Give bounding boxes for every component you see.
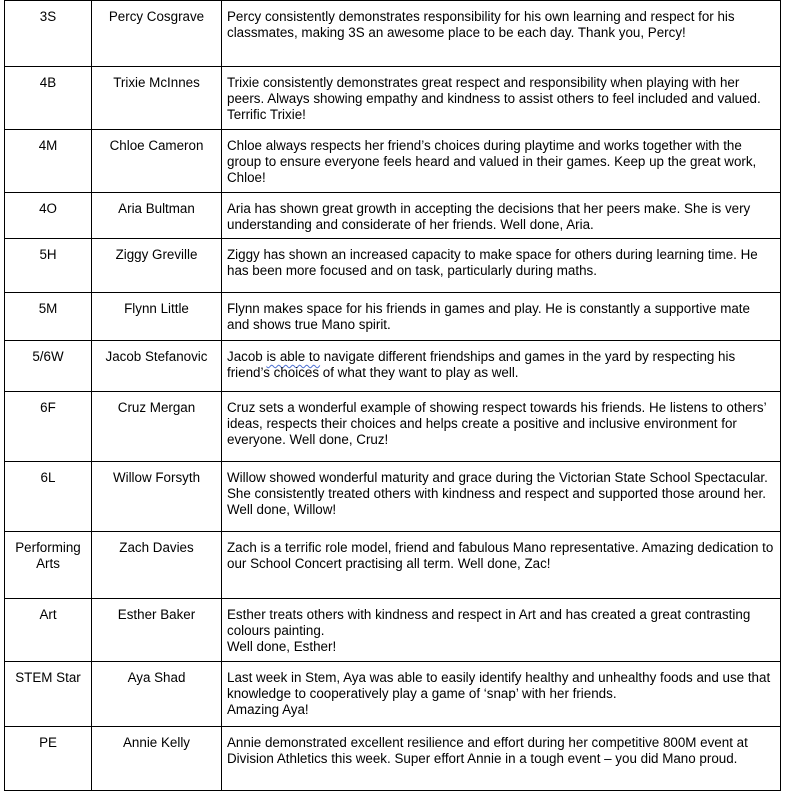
grammar-check-underline[interactable]: is able to (266, 349, 321, 364)
class-cell: 5H (5, 239, 92, 293)
citation-cell: Aria has shown great growth in accepting the decisions that her peers make. She is very understanding and considerate of her friends. Well done, Aria. (222, 193, 781, 239)
citation-cell: Last week in Stem, Aya was able to easily identify healthy and unhealthy foods and use that knowledge to cooperatively play a game of ‘snap’ with her friends. Amazing Aya! (222, 662, 781, 727)
class-cell: Art (5, 599, 92, 662)
student-name-cell: Esther Baker (92, 599, 222, 662)
citation-cell: Willow showed wonderful maturity and grace during the Victorian State School Spectacular. She consistently treated others with kindness and respect and supported those around her. Well done, Willow! (222, 462, 781, 532)
table-row (5, 392, 781, 462)
citation-cell: Annie demonstrated excellent resilience and effort during her competitive 800M event at Division Athletics this week. Super effort Annie in a tough event – you did Mano proud. (222, 727, 781, 791)
class-cell: 5M (5, 293, 92, 341)
student-name-cell: Willow Forsyth (92, 462, 222, 532)
student-name-cell: Aria Bultman (92, 193, 222, 239)
citation-cell: Percy consistently demonstrates responsibility for his own learning and respect for his classmates, making 3S an awesome place to be each day. Thank you, Percy! (222, 1, 781, 67)
class-cell: 4O (5, 193, 92, 239)
citation-cell: Flynn makes space for his friends in games and play. He is constantly a supportive mate and shows true Mano spirit. (222, 293, 781, 341)
table-row (5, 599, 781, 662)
table-row (5, 239, 781, 293)
table-row (5, 462, 781, 532)
table-row (5, 341, 781, 392)
table-row (5, 1, 781, 67)
student-name-cell: Aya Shad (92, 662, 222, 727)
citation-text: navigate different friendships and games in the yard by respecting his friend’s choices of what they want to play as well. (227, 349, 736, 380)
citation-text: Jacob (227, 349, 267, 364)
citation-cell: Trixie consistently demonstrates great respect and responsibility when playing with her peers. Always showing empathy and kindness to assist others to feel included and valued. Terrific Trixie! (222, 67, 781, 130)
student-name-cell: Jacob Stefanovic (92, 341, 222, 392)
awards-table (4, 0, 781, 791)
table-row (5, 67, 781, 130)
student-name-cell: Flynn Little (92, 293, 222, 341)
citation-cell: Cruz sets a wonderful example of showing respect towards his friends. He listens to others’ ideas, respects their choices and helps create a positive and inclusive environment for everyone. Well done, Cruz! (222, 392, 781, 462)
table-row (5, 662, 781, 727)
table-row (5, 293, 781, 341)
class-cell: 6F (5, 392, 92, 462)
table-row (5, 130, 781, 193)
table-row (5, 727, 781, 791)
student-name-cell: Cruz Mergan (92, 392, 222, 462)
student-name-cell: Ziggy Greville (92, 239, 222, 293)
citation-cell: Ziggy has shown an increased capacity to make space for others during learning time. He has been more focused and on task, particularly during maths. (222, 239, 781, 293)
citation-cell: Esther treats others with kindness and respect in Art and has created a great contrasting colours painting. Well done, Esther! (222, 599, 781, 662)
citation-cell: Zach is a terrific role model, friend and fabulous Mano representative. Amazing dedication to our School Concert practising all term. Well done, Zac! (222, 532, 781, 599)
class-cell: 6L (5, 462, 92, 532)
class-cell: 3S (5, 1, 92, 67)
class-cell: PE (5, 727, 92, 791)
citation-cell: Chloe always respects her friend’s choices during playtime and works together with the group to ensure everyone feels heard and valued in their games. Keep up the great work, Chloe! (222, 130, 781, 193)
class-cell: Performing Arts (5, 532, 92, 599)
student-name-cell: Chloe Cameron (92, 130, 222, 193)
class-cell: 4B (5, 67, 92, 130)
student-name-cell: Percy Cosgrave (92, 1, 222, 67)
table-row (5, 532, 781, 599)
student-name-cell: Annie Kelly (92, 727, 222, 791)
class-cell: 5/6W (5, 341, 92, 392)
citation-cell (222, 341, 781, 392)
class-cell: STEM Star (5, 662, 92, 727)
student-name-cell: Zach Davies (92, 532, 222, 599)
table-row (5, 193, 781, 239)
student-name-cell: Trixie McInnes (92, 67, 222, 130)
class-cell: 4M (5, 130, 92, 193)
